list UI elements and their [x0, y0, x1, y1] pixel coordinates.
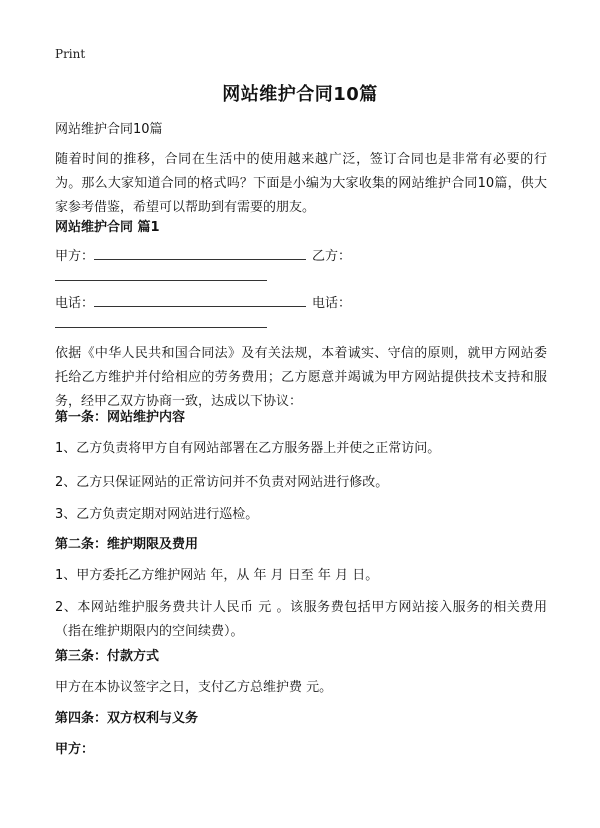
article4-heading: 第四条：双方权利与义务 [55, 711, 199, 726]
party-b-field[interactable] [55, 280, 267, 281]
article1-heading: 第一条：网站维护内容 [55, 410, 186, 425]
party-a-field[interactable] [94, 245, 306, 260]
phone-a-field[interactable] [94, 292, 306, 307]
phone-a-label: 电话： [55, 296, 95, 311]
document-title: 网站维护合同10篇 [222, 84, 378, 105]
preamble-paragraph: 依据《中华人民共和国合同法》及有关法规，本着诚实、守信的原则，就甲方网站委托给乙方维护并付给相应的劳务费用；乙方愿意并竭诚为甲方网站提供技术支持和服务，经甲乙双方协商一致，达成以下协议： [55, 346, 547, 409]
article2-item: 2、本网站维护服务费共计人民币 元 。该服务费包括甲方网站接入服务的相关费用（指在维护期限内的空间续费）。 [55, 600, 547, 639]
phone-b-field[interactable] [55, 327, 267, 328]
phone-row [55, 292, 547, 316]
intro-paragraph: 随着时间的推移，合同在生活中的使用越来越广泛，签订合同也是非常有必要的行为。那么大家知道合同的格式吗？下面是小编为大家收集的网站维护合同10篇，供大家参考借鉴，希望可以帮助到有需要的朋友。 [55, 152, 547, 215]
article3-heading: 第三条：付款方式 [55, 649, 160, 664]
party-row [55, 245, 547, 269]
party-a-heading: 甲方： [55, 742, 95, 757]
print-link[interactable]: Print [55, 47, 86, 61]
article2-item: 1、甲方委托乙方维护网站 年，从 年 月 日至 年 月 日。 [55, 568, 379, 583]
article1-item: 1、乙方负责将甲方自有网站部署在乙方服务器上并使之正常访问。 [55, 441, 441, 456]
party-a-label: 甲方： [55, 249, 95, 264]
party-b-label: 乙方： [312, 249, 352, 264]
article1-item: 2、乙方只保证网站的正常访问并不负责对网站进行修改。 [55, 475, 389, 490]
section-heading: 网站维护合同 篇1 [55, 220, 160, 235]
article3-text: 甲方在本协议签字之日，支付乙方总维护费 元。 [55, 680, 333, 695]
phone-b-label: 电话： [312, 296, 352, 311]
document-subtitle: 网站维护合同10篇 [55, 122, 163, 137]
article2-heading: 第二条：维护期限及费用 [55, 537, 199, 552]
article1-item: 3、乙方负责定期对网站进行巡检。 [55, 507, 259, 522]
